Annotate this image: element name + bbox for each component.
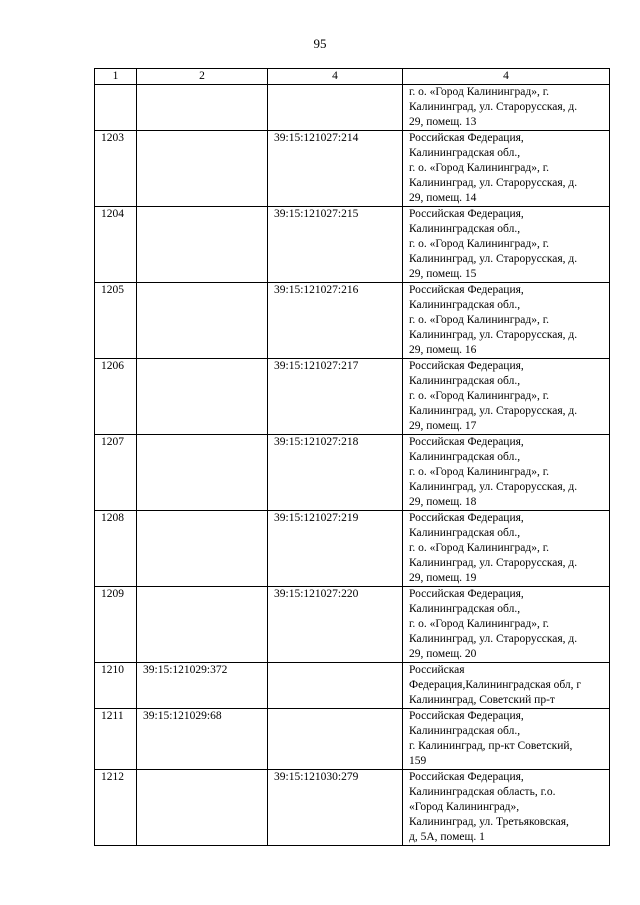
cadastral-number-col2 (137, 207, 268, 283)
row-number: 1206 (95, 359, 137, 435)
cadastral-number-col3: 39:15:121027:220 (268, 587, 403, 663)
cadastral-number-col3: 39:15:121030:279 (268, 770, 403, 846)
table-row (95, 587, 610, 663)
table-row (95, 207, 610, 283)
header-col-2: 2 (137, 69, 268, 85)
header-col-3: 4 (268, 69, 403, 85)
address-cell: Российская Федерация, Калининградская обл., г. о. «Город Калининград», г. Калининград, ул. Старорусская, д. 29, помещ. 19 (403, 511, 610, 587)
header-row (95, 69, 610, 85)
cadastral-number-col2 (137, 131, 268, 207)
header-col-1: 1 (95, 69, 137, 85)
row-number: 1208 (95, 511, 137, 587)
table-row (95, 511, 610, 587)
header-col-4: 4 (403, 69, 610, 85)
row-number: 1212 (95, 770, 137, 846)
cadastral-number-col2 (137, 435, 268, 511)
address-cell: Российская Федерация, Калининградская обл., г. о. «Город Калининград», г. Калининград, ул. Старорусская, д. 29, помещ. 18 (403, 435, 610, 511)
cadastral-number-col2 (137, 511, 268, 587)
cadastral-number-col3: 39:15:121027:218 (268, 435, 403, 511)
row-number: 1211 (95, 709, 137, 770)
cadastral-number-col3: 39:15:121027:219 (268, 511, 403, 587)
cadastral-number-col3: 39:15:121027:215 (268, 207, 403, 283)
cadastral-number-col3 (268, 85, 403, 131)
address-cell: Российская Федерация, Калининградская обл., г. о. «Город Калининград», г. Калининград, ул. Старорусская, д. 29, помещ. 15 (403, 207, 610, 283)
table-row (95, 131, 610, 207)
table-row (95, 709, 610, 770)
table-body (95, 85, 610, 846)
table-row (95, 663, 610, 709)
table-row (95, 85, 610, 131)
table-row (95, 359, 610, 435)
row-number: 1207 (95, 435, 137, 511)
address-cell: Российская Федерация, Калининградская обл., г. о. «Город Калининград», г. Калининград, ул. Старорусская, д. 29, помещ. 17 (403, 359, 610, 435)
address-cell: Российская Федерация, Калининградская обл., г. о. «Город Калининград», г. Калининград, ул. Старорусская, д. 29, помещ. 16 (403, 283, 610, 359)
page-number: 95 (313, 36, 327, 51)
address-cell: г. о. «Город Калининград», г. Калининград, ул. Старорусская, д. 29, помещ. 13 (403, 85, 610, 131)
address-cell: Российская Федерация, Калининградская область, г.о. «Город Калининград», Калининград, ул. Третьяковская, д, 5А, помещ. 1 (403, 770, 610, 846)
cadastral-number-col3: 39:15:121027:214 (268, 131, 403, 207)
cadastral-number-col2 (137, 770, 268, 846)
cadastral-number-col3 (268, 663, 403, 709)
address-cell: Российская Федерация, Калининградская обл., г. о. «Город Калининград», г. Калининград, ул. Старорусская, д. 29, помещ. 14 (403, 131, 610, 207)
row-number: 1203 (95, 131, 137, 207)
table-row (95, 435, 610, 511)
registry-table (94, 68, 610, 846)
table-row (95, 283, 610, 359)
cadastral-number-col2 (137, 587, 268, 663)
row-number: 1210 (95, 663, 137, 709)
row-number: 1205 (95, 283, 137, 359)
address-cell: Российская Федерация, Калининградская обл., г. о. «Город Калининград», г. Калининград, ул. Старорусская, д. 29, помещ. 20 (403, 587, 610, 663)
cadastral-number-col3: 39:15:121027:216 (268, 283, 403, 359)
address-cell: Российская Федерация,Калининградская обл, г Калининград, Советский пр-т (403, 663, 610, 709)
row-number (95, 85, 137, 131)
cadastral-number-col2: 39:15:121029:68 (137, 709, 268, 770)
cadastral-number-col2 (137, 85, 268, 131)
cadastral-number-col2 (137, 359, 268, 435)
cadastral-number-col3: 39:15:121027:217 (268, 359, 403, 435)
table-row (95, 770, 610, 846)
row-number: 1204 (95, 207, 137, 283)
cadastral-number-col3 (268, 709, 403, 770)
cadastral-number-col2 (137, 283, 268, 359)
address-cell: Российская Федерация, Калининградская обл., г. Калининград, пр-кт Советский, 159 (403, 709, 610, 770)
row-number: 1209 (95, 587, 137, 663)
cadastral-number-col2: 39:15:121029:372 (137, 663, 268, 709)
